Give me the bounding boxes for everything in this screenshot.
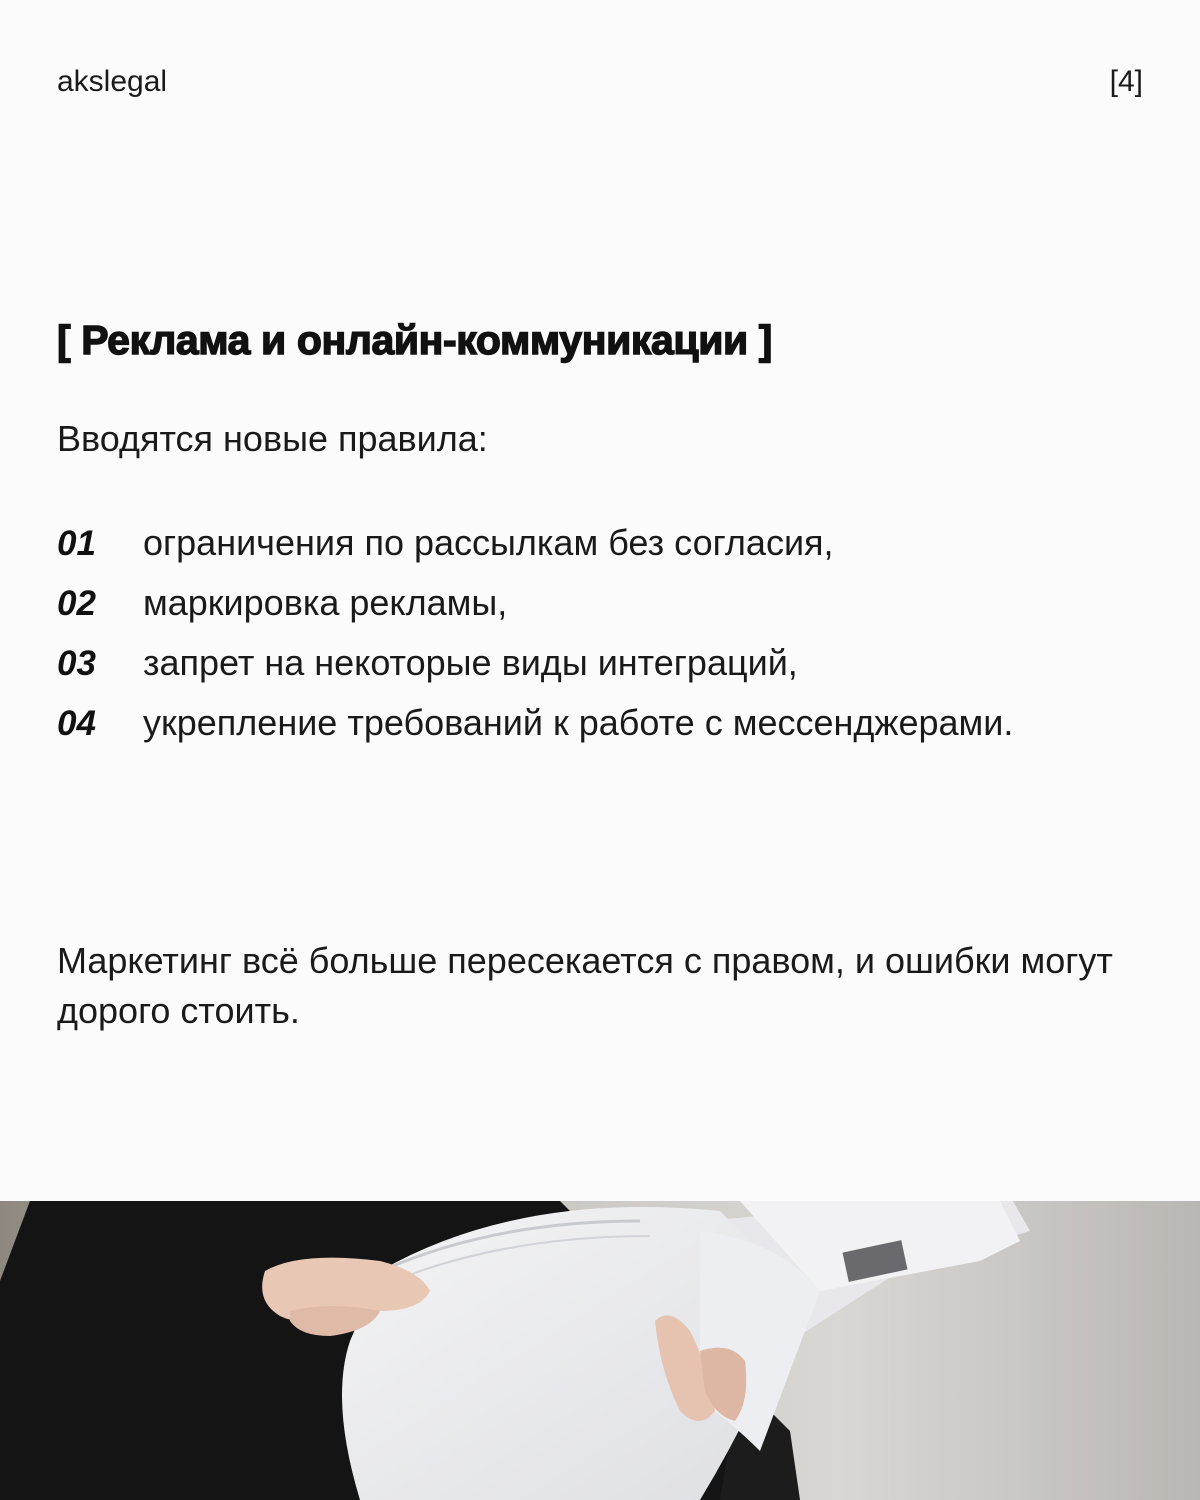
rule-text: маркировка рекламы, [143, 582, 508, 623]
rule-text: ограничения по рассылкам без согласия, [143, 522, 834, 563]
list-item [57, 520, 1013, 580]
rule-number: 04 [57, 704, 96, 743]
rule-text: укрепление требований к работе с мессенджерами. [143, 702, 1014, 743]
intro-text: Вводятся новые правила: [57, 418, 488, 459]
rule-number: 01 [57, 524, 96, 563]
photo-person-holding-documents [0, 1201, 1200, 1500]
rules-list [57, 520, 1013, 760]
rule-number: 03 [57, 644, 96, 683]
list-item [57, 640, 1013, 700]
page-number: [4] [1109, 65, 1143, 98]
rule-text: запрет на некоторые виды интеграций, [143, 642, 798, 683]
conclusion-text: Маркетинг всё больше пересекается с правом, и ошибки могут дорого стоить. [57, 940, 1113, 1031]
brand-name: akslegal [57, 65, 168, 98]
rule-number: 02 [57, 584, 96, 623]
section-title: [ Реклама и онлайн-коммуникации ] [57, 317, 773, 363]
list-item [57, 580, 1013, 640]
list-item [57, 700, 1013, 760]
